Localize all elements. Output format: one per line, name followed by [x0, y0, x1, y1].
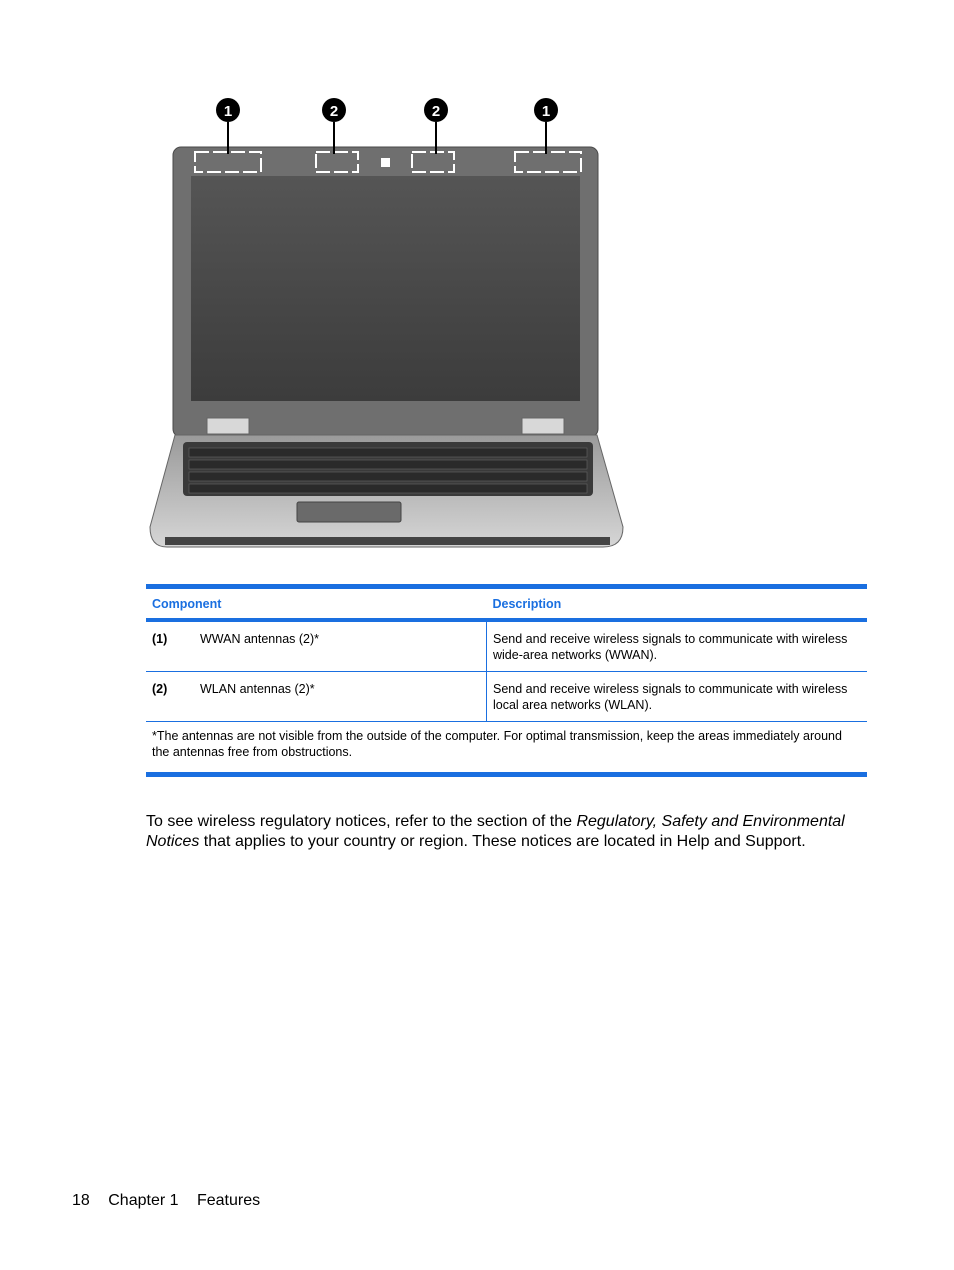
callout-2-left-label: 2 [329, 103, 339, 120]
callout-1-left-label: 1 [223, 103, 233, 120]
table-note-row [146, 722, 867, 775]
hinge-right [522, 418, 564, 434]
row-description: Send and receive wireless signals to communicate with wireless wide-area networks (WWAN). [487, 620, 868, 672]
paragraph-text-after: that applies to your country or region. These notices are located in Help and Support. [199, 833, 806, 850]
table-row [146, 620, 867, 672]
laptop-figure [145, 92, 630, 562]
laptop-illustration [145, 92, 630, 562]
row-number: (1) [152, 632, 168, 646]
header-description: Description [492, 597, 562, 611]
callout-circles [216, 98, 558, 122]
paragraph-document-title: Regulatory, Safety and Environmental Notices [146, 813, 845, 850]
row-description: Send and receive wireless signals to communicate with wireless local area networks (WLAN). [487, 672, 868, 722]
touchpad [297, 502, 401, 522]
page-number: 18 [72, 1192, 90, 1209]
front-edge [165, 537, 610, 545]
laptop-screen [191, 176, 580, 401]
row-number: (2) [152, 682, 168, 696]
chapter-label: Chapter 1 [108, 1192, 179, 1209]
webcam [381, 158, 390, 167]
hinge-left [207, 418, 249, 434]
paragraph-text-before: To see wireless regulatory notices, refer to the section of the [146, 813, 577, 830]
callout-2-right-label: 2 [431, 103, 441, 120]
row-component: WLAN antennas (2)* [200, 682, 315, 696]
chapter-title: Features [196, 1192, 261, 1209]
components-table [146, 584, 867, 777]
regulatory-paragraph [146, 812, 876, 852]
table-row [146, 672, 867, 722]
table-header-row [146, 587, 867, 621]
header-component: Component [152, 597, 222, 611]
page-footer [72, 1192, 274, 1210]
callout-1-right-label: 1 [541, 103, 551, 120]
table-note: *The antennas are not visible from the outside of the computer. For optimal transmission, keep the areas immediately around the antennas free from obstructions. [152, 729, 842, 759]
row-component: WWAN antennas (2)* [200, 632, 320, 646]
